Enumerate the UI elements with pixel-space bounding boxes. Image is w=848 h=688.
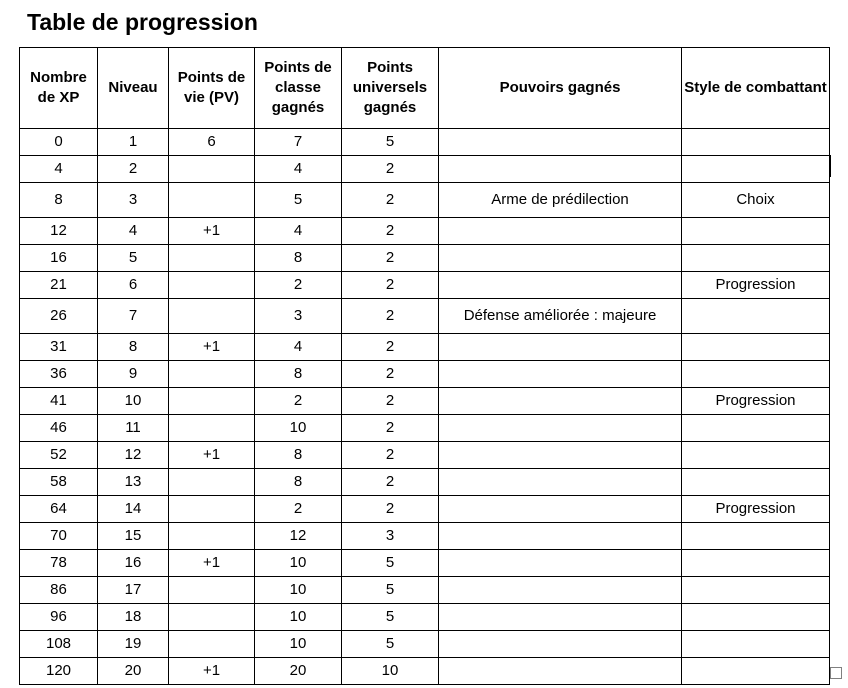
table-body: [20, 129, 830, 685]
cell-pv: [169, 496, 255, 523]
cell-xp: 41: [20, 388, 98, 415]
cell-classe: 10: [255, 604, 342, 631]
cell-xp: 21: [20, 272, 98, 299]
cell-universels: 5: [342, 129, 439, 156]
document-title: Table de progression: [27, 9, 258, 35]
cell-classe: 7: [255, 129, 342, 156]
cell-universels: 5: [342, 631, 439, 658]
cell-xp: 58: [20, 469, 98, 496]
cell-universels: 5: [342, 550, 439, 577]
table-row: [20, 272, 830, 299]
cell-niveau: 10: [98, 388, 169, 415]
cell-xp: 16: [20, 245, 98, 272]
cell-niveau: 16: [98, 550, 169, 577]
table-resize-handle[interactable]: [830, 667, 842, 679]
cell-niveau: 1: [98, 129, 169, 156]
cell-classe: 12: [255, 523, 342, 550]
table-row: [20, 361, 830, 388]
cell-xp: 0: [20, 129, 98, 156]
cell-pouvoirs: [439, 156, 682, 183]
cell-xp: 70: [20, 523, 98, 550]
cell-niveau: 17: [98, 577, 169, 604]
cell-style: [682, 442, 830, 469]
cell-universels: 2: [342, 361, 439, 388]
cell-style: [682, 523, 830, 550]
table-header-row: [20, 48, 830, 129]
cell-classe: 10: [255, 415, 342, 442]
cell-pouvoirs: [439, 550, 682, 577]
cell-xp: 8: [20, 183, 98, 218]
cell-universels: 3: [342, 523, 439, 550]
cell-classe: 3: [255, 299, 342, 334]
table-row: [20, 299, 830, 334]
cell-niveau: 6: [98, 272, 169, 299]
cell-xp: 108: [20, 631, 98, 658]
cell-xp: 64: [20, 496, 98, 523]
cell-xp: 46: [20, 415, 98, 442]
cell-pv: 6: [169, 129, 255, 156]
cell-pv: +1: [169, 658, 255, 685]
cell-style: [682, 658, 830, 685]
cell-universels: 2: [342, 272, 439, 299]
cell-niveau: 5: [98, 245, 169, 272]
cell-pv: +1: [169, 550, 255, 577]
table-row: [20, 156, 830, 183]
cell-pv: [169, 361, 255, 388]
cell-xp: 78: [20, 550, 98, 577]
table-row: [20, 334, 830, 361]
table-row: [20, 550, 830, 577]
cell-style: Progression: [682, 272, 830, 299]
cell-niveau: 20: [98, 658, 169, 685]
cell-niveau: 7: [98, 299, 169, 334]
cell-pv: [169, 299, 255, 334]
cell-pv: [169, 604, 255, 631]
cell-pouvoirs: [439, 496, 682, 523]
cell-pouvoirs: Défense améliorée : majeure: [439, 299, 682, 334]
cell-niveau: 4: [98, 218, 169, 245]
cell-pouvoirs: [439, 245, 682, 272]
cell-niveau: 9: [98, 361, 169, 388]
cell-style: [682, 156, 830, 183]
cell-pouvoirs: [439, 523, 682, 550]
table-row: [20, 631, 830, 658]
cell-style: Progression: [682, 496, 830, 523]
cell-pouvoirs: Arme de prédilection: [439, 183, 682, 218]
table-row: [20, 496, 830, 523]
cell-style: [682, 550, 830, 577]
cell-style: [682, 577, 830, 604]
table-row: [20, 245, 830, 272]
cell-xp: 26: [20, 299, 98, 334]
cell-universels: 2: [342, 469, 439, 496]
table-row: [20, 129, 830, 156]
cell-niveau: 19: [98, 631, 169, 658]
cell-style: [682, 469, 830, 496]
cell-pouvoirs: [439, 631, 682, 658]
cell-universels: 10: [342, 658, 439, 685]
cell-xp: 12: [20, 218, 98, 245]
cell-classe: 4: [255, 156, 342, 183]
cell-classe: 10: [255, 577, 342, 604]
text-cursor-mark: [829, 155, 831, 177]
cell-xp: 120: [20, 658, 98, 685]
cell-classe: 10: [255, 631, 342, 658]
cell-classe: 10: [255, 550, 342, 577]
cell-pv: [169, 469, 255, 496]
cell-niveau: 14: [98, 496, 169, 523]
cell-xp: 96: [20, 604, 98, 631]
cell-xp: 52: [20, 442, 98, 469]
cell-universels: 2: [342, 388, 439, 415]
cell-pv: [169, 415, 255, 442]
cell-classe: 2: [255, 272, 342, 299]
cell-universels: 2: [342, 334, 439, 361]
cell-pv: [169, 631, 255, 658]
cell-universels: 2: [342, 218, 439, 245]
cell-classe: 8: [255, 361, 342, 388]
table-row: [20, 604, 830, 631]
table-row: [20, 388, 830, 415]
cell-pv: [169, 523, 255, 550]
cell-classe: 4: [255, 218, 342, 245]
cell-universels: 2: [342, 183, 439, 218]
cell-style: [682, 245, 830, 272]
cell-pv: +1: [169, 334, 255, 361]
cell-universels: 2: [342, 245, 439, 272]
cell-pouvoirs: [439, 442, 682, 469]
table-row: [20, 218, 830, 245]
cell-universels: 2: [342, 156, 439, 183]
table-row: [20, 442, 830, 469]
table-row: [20, 415, 830, 442]
table-row: [20, 523, 830, 550]
cell-universels: 5: [342, 604, 439, 631]
table-row: [20, 469, 830, 496]
cell-pouvoirs: [439, 577, 682, 604]
cell-classe: 20: [255, 658, 342, 685]
cell-style: [682, 334, 830, 361]
cell-pouvoirs: [439, 361, 682, 388]
cell-pv: [169, 156, 255, 183]
cell-universels: 2: [342, 415, 439, 442]
cell-xp: 4: [20, 156, 98, 183]
table-row: [20, 577, 830, 604]
cell-pouvoirs: [439, 658, 682, 685]
header-niveau: Niveau: [98, 48, 169, 129]
cell-niveau: 11: [98, 415, 169, 442]
cell-pv: [169, 577, 255, 604]
header-classe: Points de classe gagnés: [255, 48, 342, 129]
cell-classe: 8: [255, 245, 342, 272]
cell-classe: 5: [255, 183, 342, 218]
header-xp: Nombre de XP: [20, 48, 98, 129]
cell-niveau: 13: [98, 469, 169, 496]
cell-classe: 8: [255, 442, 342, 469]
cell-pouvoirs: [439, 388, 682, 415]
cell-pv: [169, 272, 255, 299]
cell-niveau: 18: [98, 604, 169, 631]
cell-pouvoirs: [439, 334, 682, 361]
table-row: [20, 658, 830, 685]
cell-universels: 5: [342, 577, 439, 604]
cell-style: [682, 218, 830, 245]
table-row: [20, 183, 830, 218]
cell-classe: 2: [255, 388, 342, 415]
cell-pouvoirs: [439, 218, 682, 245]
cell-pv: [169, 388, 255, 415]
progression-table: [19, 47, 830, 685]
cell-pouvoirs: [439, 272, 682, 299]
header-pv: Points de vie (PV): [169, 48, 255, 129]
cell-style: [682, 361, 830, 388]
cell-niveau: 2: [98, 156, 169, 183]
cell-style: [682, 631, 830, 658]
cell-xp: 31: [20, 334, 98, 361]
header-style: Style de combattant: [682, 48, 830, 129]
header-universels: Points universels gagnés: [342, 48, 439, 129]
cell-xp: 86: [20, 577, 98, 604]
cell-universels: 2: [342, 442, 439, 469]
cell-classe: 4: [255, 334, 342, 361]
cell-niveau: 15: [98, 523, 169, 550]
cell-pv: +1: [169, 218, 255, 245]
cell-pouvoirs: [439, 604, 682, 631]
cell-pv: +1: [169, 442, 255, 469]
cell-classe: 2: [255, 496, 342, 523]
cell-pv: [169, 245, 255, 272]
cell-classe: 8: [255, 469, 342, 496]
cell-pouvoirs: [439, 469, 682, 496]
cell-niveau: 3: [98, 183, 169, 218]
cell-style: [682, 299, 830, 334]
header-pouvoirs: Pouvoirs gagnés: [439, 48, 682, 129]
cell-style: [682, 604, 830, 631]
cell-style: [682, 129, 830, 156]
cell-xp: 36: [20, 361, 98, 388]
cell-niveau: 12: [98, 442, 169, 469]
cell-pv: [169, 183, 255, 218]
cell-universels: 2: [342, 299, 439, 334]
cell-niveau: 8: [98, 334, 169, 361]
cell-pouvoirs: [439, 415, 682, 442]
cell-style: Progression: [682, 388, 830, 415]
cell-universels: 2: [342, 496, 439, 523]
cell-style: Choix: [682, 183, 830, 218]
cell-pouvoirs: [439, 129, 682, 156]
cell-style: [682, 415, 830, 442]
